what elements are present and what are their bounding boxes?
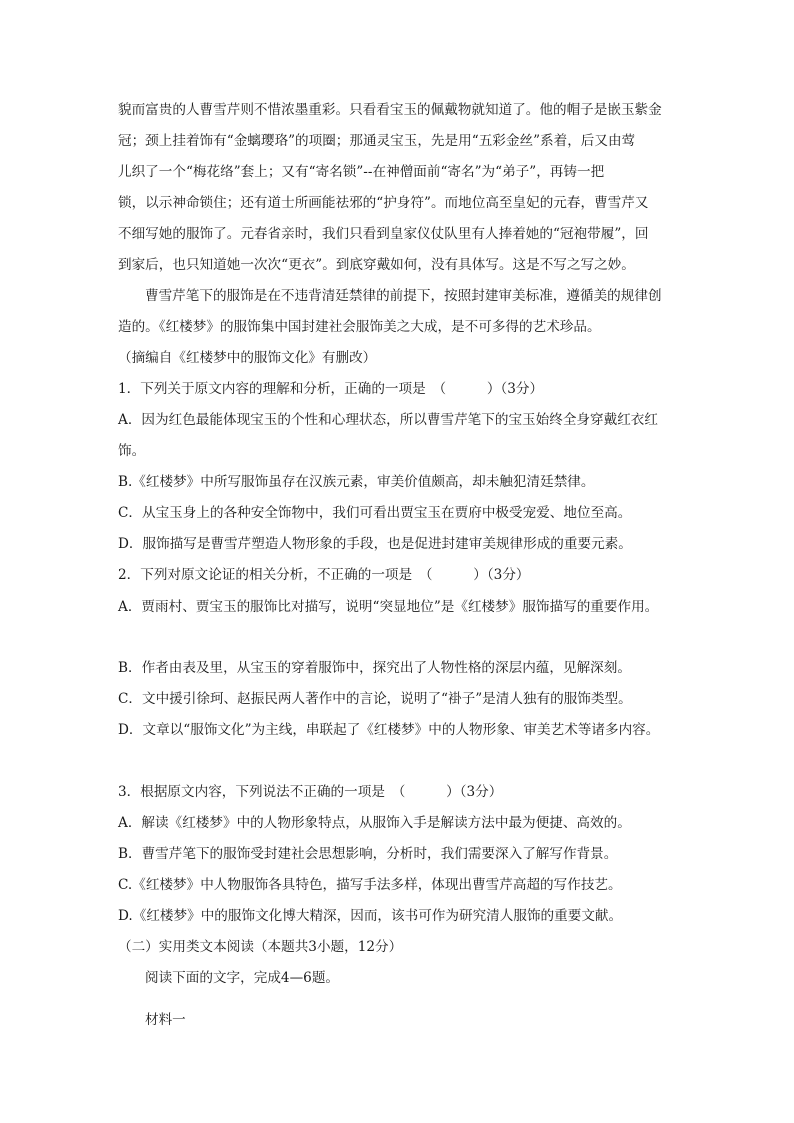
question-1-option-a-cont: 饰。 <box>118 443 146 459</box>
paragraph-line-5: 不细写她的服饰了。元春省亲时，我们只看到皇家仪仗队里有人捧着她的“冠袍带履”，回 <box>118 226 649 242</box>
paragraph-line-6: 到家后，也只知道她一次次“更衣”。到底穿戴如何，没有具体写。这是不写之写之妙。 <box>118 257 635 273</box>
paragraph-line-4: 锁，以示神命锁住；还有道士所画能祛邪的“护身符”。而地位高至皇妃的元春，曹雪芹又 <box>118 195 649 211</box>
question-3-option-b: B．曹雪芹笔下的服饰受封建社会思想影响，分析时，我们需要深入了解写作背景。 <box>118 846 618 862</box>
question-2-option-d: D．文章以“服饰文化”为主线，串联起了《红楼梦》中的人物形象、审美艺术等诸多内容。 <box>118 722 660 738</box>
material-label: 材料一 <box>145 1012 186 1028</box>
question-3-option-c: C.《红楼梦》中人物服饰各具特色，描写手法多样，体现出曹雪芹高超的写作技艺。 <box>118 877 622 893</box>
question-1-option-d: D．服饰描写是曹雪芹塑造人物形象的手段，也是促进封建审美规律形成的重要元素。 <box>118 536 632 552</box>
section-heading: （二）实用类文本阅读（本题共3小题，12分） <box>118 939 403 955</box>
question-2-stem: 2．下列对原文论证的相关分析，不正确的一项是 （ ）（3分） <box>118 567 530 583</box>
paragraph-line-2: 冠；颈上挂着饰有“金螭璎珞”的项圈；那通灵宝玉，先是用“五彩金丝”系着，后又由莺 <box>118 133 636 149</box>
paragraph-line-8: 造的。《红楼梦》的服饰集中国封建社会服饰美之大成，是不可多得的艺术珍品。 <box>118 319 601 335</box>
question-1-stem: 1．下列关于原文内容的理解和分析，正确的一项是 （ ）（3分） <box>118 381 544 397</box>
source-citation: （摘编自《红楼梦中的服饰文化》有删改） <box>118 350 377 366</box>
question-3-option-a: A．解读《红楼梦》中的人物形象特点，从服饰入手是解读方法中最为便捷、高效的。 <box>118 815 631 831</box>
paragraph-line-7: 曹雪芹笔下的服饰是在不违背清廷禁律的前提下，按照封建审美标准，遵循美的规律创 <box>145 288 662 304</box>
question-3-stem: 3．根据原文内容，下列说法不正确的一项是 （ ）（3分） <box>118 784 503 800</box>
paragraph-line-1: 貌而富贵的人曹雪芹则不惜浓墨重彩。只看看宝玉的佩戴物就知道了。他的帽子是嵌玉紫金 <box>118 102 662 118</box>
question-2-option-b: B．作者由表及里，从宝玉的穿着服饰中，探究出了人物性格的深层内蕴，见解深刻。 <box>118 660 631 676</box>
question-2-option-c: C．文中援引徐珂、赵振民两人著作中的言论，说明了“褂子”是清人独有的服饰类型。 <box>118 691 632 707</box>
question-1-option-a: A．因为红色最能体现宝玉的个性和心理状态，所以曹雪芹笔下的宝玉始终全身穿戴红衣红 <box>118 412 658 428</box>
question-2-option-a: A．贾雨村、贾宝玉的服饰比对描写，说明“突显地位”是《红楼梦》服饰描写的重要作用。 <box>118 599 659 615</box>
question-1-option-c: C．从宝玉身上的各种安全饰物中，我们可看出贾宝玉在贾府中极受宠爱、地位至高。 <box>118 505 632 521</box>
paragraph-line-3: 儿织了一个“梅花络”套上；又有“寄名锁”--在神僧面前“寄名”为“弟子”，再铸一把 <box>118 164 605 180</box>
question-3-option-d: D.《红楼梦》中的服饰文化博大精深，因而，该书可作为研究清人服饰的重要文献。 <box>118 908 623 924</box>
reading-instruction: 阅读下面的文字，完成4—6题。 <box>145 970 340 986</box>
question-1-option-b: B.《红楼梦》中所写服饰虽存在汉族元素，审美价值颇高，却未触犯清廷禁律。 <box>118 474 595 490</box>
